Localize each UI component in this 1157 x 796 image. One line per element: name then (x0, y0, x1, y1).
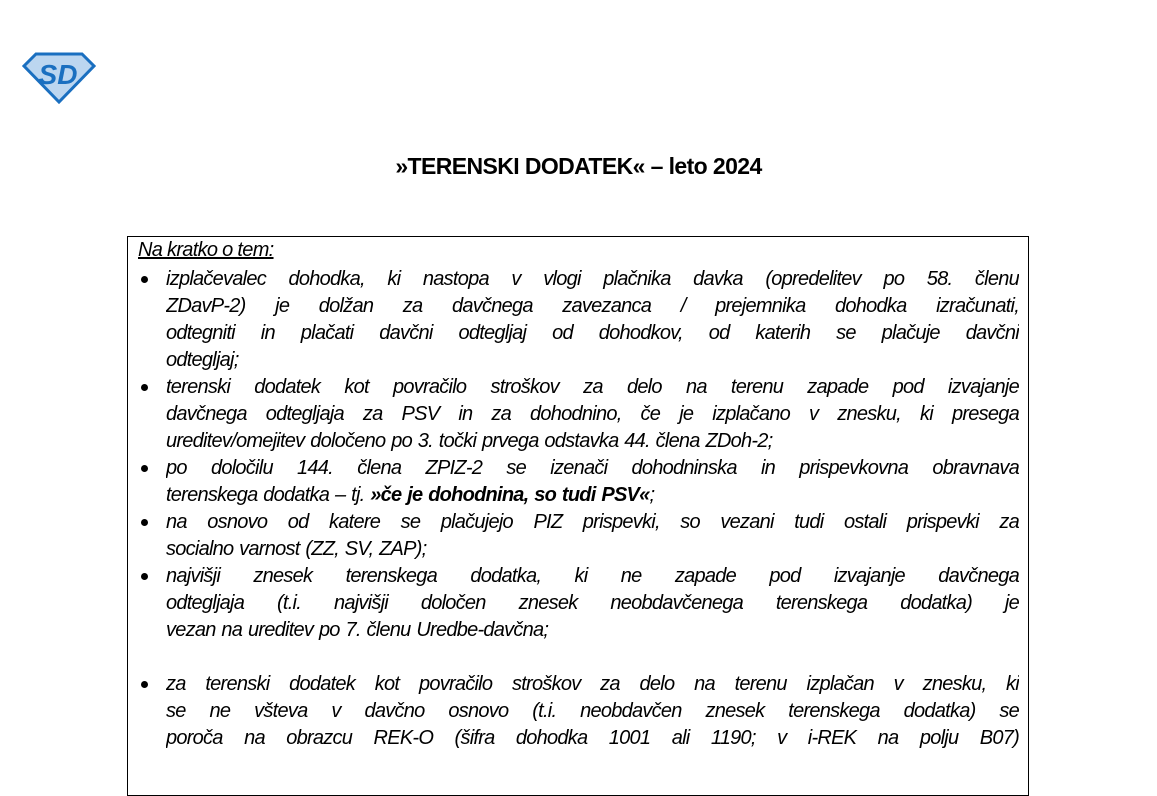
list-item-line: ureditev/omejitev določeno po 3. točki prvega odstavka 44. člena ZDoh-2; (166, 430, 773, 452)
bullet-icon (141, 384, 148, 391)
list-item-line: na osnovo od katere se plačujejo PIZ prispevki, so vezani tudi ostali prispevki za (166, 511, 1019, 533)
emphasis-text: »če je dohodnina, so tudi PSV« (370, 484, 650, 506)
list-item-line: vezan na ureditev po 7. členu Uredbe-davčna; (166, 619, 549, 641)
bullet-icon (141, 681, 148, 688)
list-item-line: ZDavP-2) je dolžan za davčnega zavezanca / prejemnika dohodka izračunati, (166, 295, 1019, 317)
summary-box (127, 236, 1029, 796)
list-item (128, 509, 1028, 563)
list-item (128, 671, 1028, 752)
list-item-line: socialno varnost (ZZ, SV, ZAP); (166, 538, 427, 560)
list-item-line: poroča na obrazcu REK-O (šifra dohodka 1001 ali 1190; v i-REK na polju B07) (166, 727, 1019, 749)
bullet-icon (141, 519, 148, 526)
list-item-line: odtegljaj; (166, 349, 239, 371)
list-item-line: odtegljaja (t.i. najvišji določen znesek neobdavčenega terenskega dodatka) je (166, 592, 1019, 614)
list-item-line: za terenski dodatek kot povračilo stroškov za delo na terenu izplačan v znesku, ki (166, 673, 1019, 695)
bullet-icon (141, 276, 148, 283)
list-item (128, 266, 1028, 374)
list-item-line: odtegniti in plačati davčni odtegljaj od dohodkov, od katerih se plačuje davčni (166, 322, 1019, 344)
text-segment: ; (649, 484, 655, 506)
list-item (128, 374, 1028, 455)
bullet-icon (141, 465, 148, 472)
summary-heading: Na kratko o tem: (138, 239, 274, 261)
list-item-line: po določilu 144. člena ZPIZ-2 se izenači dohodninska in prispevkovna obravnava (166, 457, 1019, 479)
svg-text:SD: SD (38, 59, 78, 90)
bullet-icon (141, 573, 148, 580)
list-item (128, 563, 1028, 644)
list-item-line: najvišji znesek terenskega dodatka, ki ne zapade pod izvajanje davčnega (166, 565, 1019, 587)
list-item-line: davčnega odtegljaja za PSV in za dohodnino, če je izplačano v znesku, ki presega (166, 403, 1019, 425)
list-item-line: se ne všteva v davčno osnovo (t.i. neobdavčen znesek terenskega dodatka) se (166, 700, 1019, 722)
company-logo (22, 50, 96, 104)
list-item-line (166, 482, 1019, 509)
list-item-line: izplačevalec dohodka, ki nastopa v vlogi plačnika davka (opredelitev po 58. členu (166, 268, 1019, 290)
list-item-line: terenski dodatek kot povračilo stroškov za delo na terenu zapade pod izvajanje (166, 376, 1019, 398)
summary-list (128, 266, 1028, 752)
text-segment: terenskega dodatka – tj. (166, 484, 371, 506)
document-title: »TERENSKI DODATEK« – leto 2024 (395, 153, 762, 179)
list-item (128, 455, 1028, 509)
